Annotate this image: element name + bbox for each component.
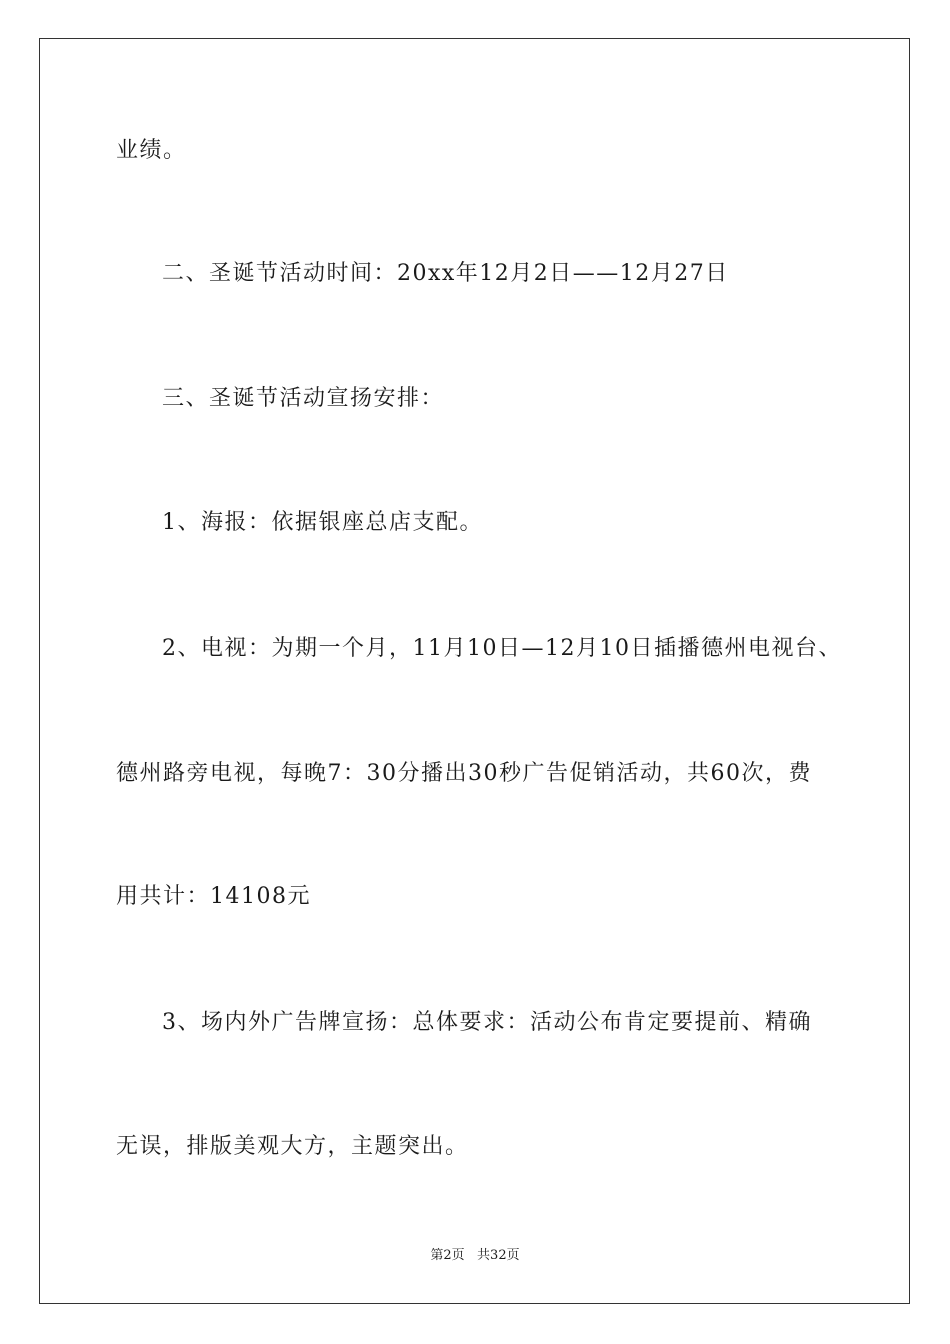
text-line-4: 1、海报：依据银座总店支配。	[162, 510, 483, 535]
text-line-2: 二、圣诞节活动时间：20xx年12月2日——12月27日	[162, 261, 729, 286]
text-line-5: 2、电视：为期一个月，11月10日—12月10日插播德州电视台、	[162, 636, 842, 661]
page-number-footer: 第2页 共32页	[430, 1248, 520, 1263]
text-line-9: 无误，排版美观大方，主题突出。	[116, 1134, 469, 1159]
text-line-1: 业绩。	[116, 138, 187, 163]
text-line-8: 3、场内外广告牌宣扬：总体要求：活动公布肯定要提前、精确	[162, 1010, 812, 1035]
text-line-6: 德州路旁电视，每晚7：30分播出30秒广告促销活动，共60次，费	[116, 761, 812, 786]
text-line-7: 用共计：14108元	[116, 884, 311, 909]
page-border	[39, 38, 910, 1304]
text-line-3: 三、圣诞节活动宣扬安排：	[162, 386, 445, 411]
